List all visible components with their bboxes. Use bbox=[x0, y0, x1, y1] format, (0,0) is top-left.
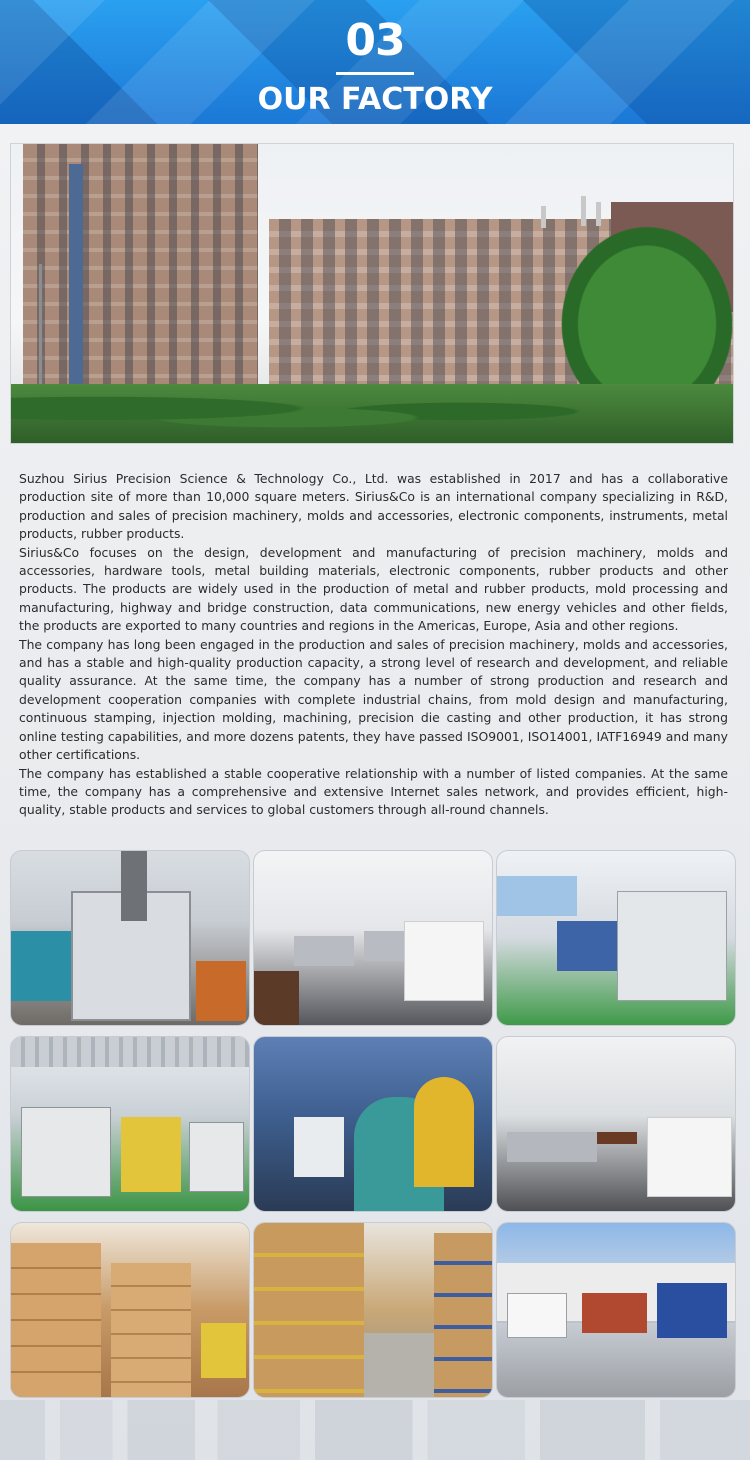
banner-divider bbox=[336, 72, 414, 75]
microscope-inspection-photo bbox=[253, 1036, 493, 1212]
tree-line bbox=[11, 384, 734, 444]
blue-machine bbox=[557, 921, 617, 971]
description-paragraph: The company has established a stable cooperative relationship with a number of listed companies. At the same time, the company has a comprehensive and extensive Internet sales network, and provides efficient, high-quality, stable products and services to global customers through all-round channels. bbox=[19, 765, 728, 818]
company-description bbox=[19, 470, 728, 820]
machine-unit bbox=[189, 1122, 244, 1192]
chimney bbox=[541, 206, 546, 228]
chimney bbox=[581, 196, 586, 226]
production-line-photo bbox=[10, 1036, 250, 1212]
assembly-workshop-photo bbox=[496, 1036, 736, 1212]
cnc-machine bbox=[617, 891, 727, 1001]
logistics-trucks-photo bbox=[496, 1222, 736, 1398]
orange-unit bbox=[196, 961, 246, 1021]
workbench bbox=[294, 936, 354, 966]
office-tower bbox=[23, 144, 258, 409]
chimney bbox=[596, 202, 601, 226]
white-cabinet bbox=[404, 921, 484, 1001]
shipping-container bbox=[582, 1293, 647, 1333]
machine-unit bbox=[121, 1117, 181, 1192]
section-title: OUR FACTORY bbox=[257, 82, 493, 117]
warehouse-boxes-photo bbox=[10, 1222, 250, 1398]
worker bbox=[414, 1077, 474, 1187]
skyline-backdrop bbox=[0, 1400, 750, 1460]
shelf-rack bbox=[434, 1233, 493, 1398]
machine-unit bbox=[21, 1107, 111, 1197]
machine-column bbox=[121, 851, 147, 921]
control-panel bbox=[11, 931, 71, 1001]
ceiling-pipes bbox=[11, 1037, 250, 1067]
shelf-rack bbox=[254, 1223, 364, 1398]
cnc-machines-row-photo bbox=[496, 850, 736, 1026]
injection-molding-machine-photo bbox=[10, 850, 250, 1026]
section-banner bbox=[0, 0, 750, 124]
warehouse-shelves-photo bbox=[253, 1222, 493, 1398]
description-paragraph: Suzhou Sirius Precision Science & Technology Co., Ltd. was established in 2017 and has a collaborative production site of more than 10,000 square meters. Sirius&Co is an international company specializing in R&D, production and sales of precision machinery, molds and accessories, electronic components, instruments, metal products, rubber products. bbox=[19, 471, 728, 542]
description-paragraph: Sirius&Co focuses on the design, development and manufacturing of precision machinery, molds and accessories, hardware tools, metal building materials, electronic components, rubber products and other products. The products are widely used in the production of metal and rubber products, mold processing and manufacturing, highway and bridge construction, data communications, new energy vehicles and other fields, the products are exported to many countries and regions in the Americas, Europe, Asia and other regions. bbox=[19, 544, 728, 634]
factory-buildings-photo bbox=[10, 143, 734, 444]
description-paragraph: The company has long been engaged in the production and sales of precision machinery, molds and accessories, and has a stable and high-quality production capacity, a strong level of research and development, and reliable quality assurance. At the same time, the company has a number of strong production and research and development cooperation companies with complete industrial chains, from mold design and manufacturing, continuous stamping, injection molding, machining, precision die casting and other production, it has strong online testing capabilities, and more dozens patents, they have passed ISO9001, ISO14001, IATF16949 and many other certifications. bbox=[19, 636, 728, 763]
forklift bbox=[201, 1323, 246, 1378]
tower-glass-stripe bbox=[69, 164, 83, 409]
white-cabinet bbox=[647, 1117, 732, 1197]
workbench bbox=[507, 1132, 597, 1162]
parts-tray bbox=[254, 971, 299, 1026]
white-truck bbox=[507, 1293, 567, 1338]
box-stack bbox=[11, 1243, 101, 1398]
workshop-workbenches-photo bbox=[253, 850, 493, 1026]
aisle-floor bbox=[364, 1333, 434, 1398]
microscope bbox=[294, 1117, 344, 1177]
section-number: 03 bbox=[345, 15, 405, 66]
parts-tray bbox=[597, 1132, 637, 1144]
blue-truck bbox=[657, 1283, 727, 1338]
window bbox=[497, 876, 577, 916]
box-stack bbox=[111, 1263, 191, 1398]
